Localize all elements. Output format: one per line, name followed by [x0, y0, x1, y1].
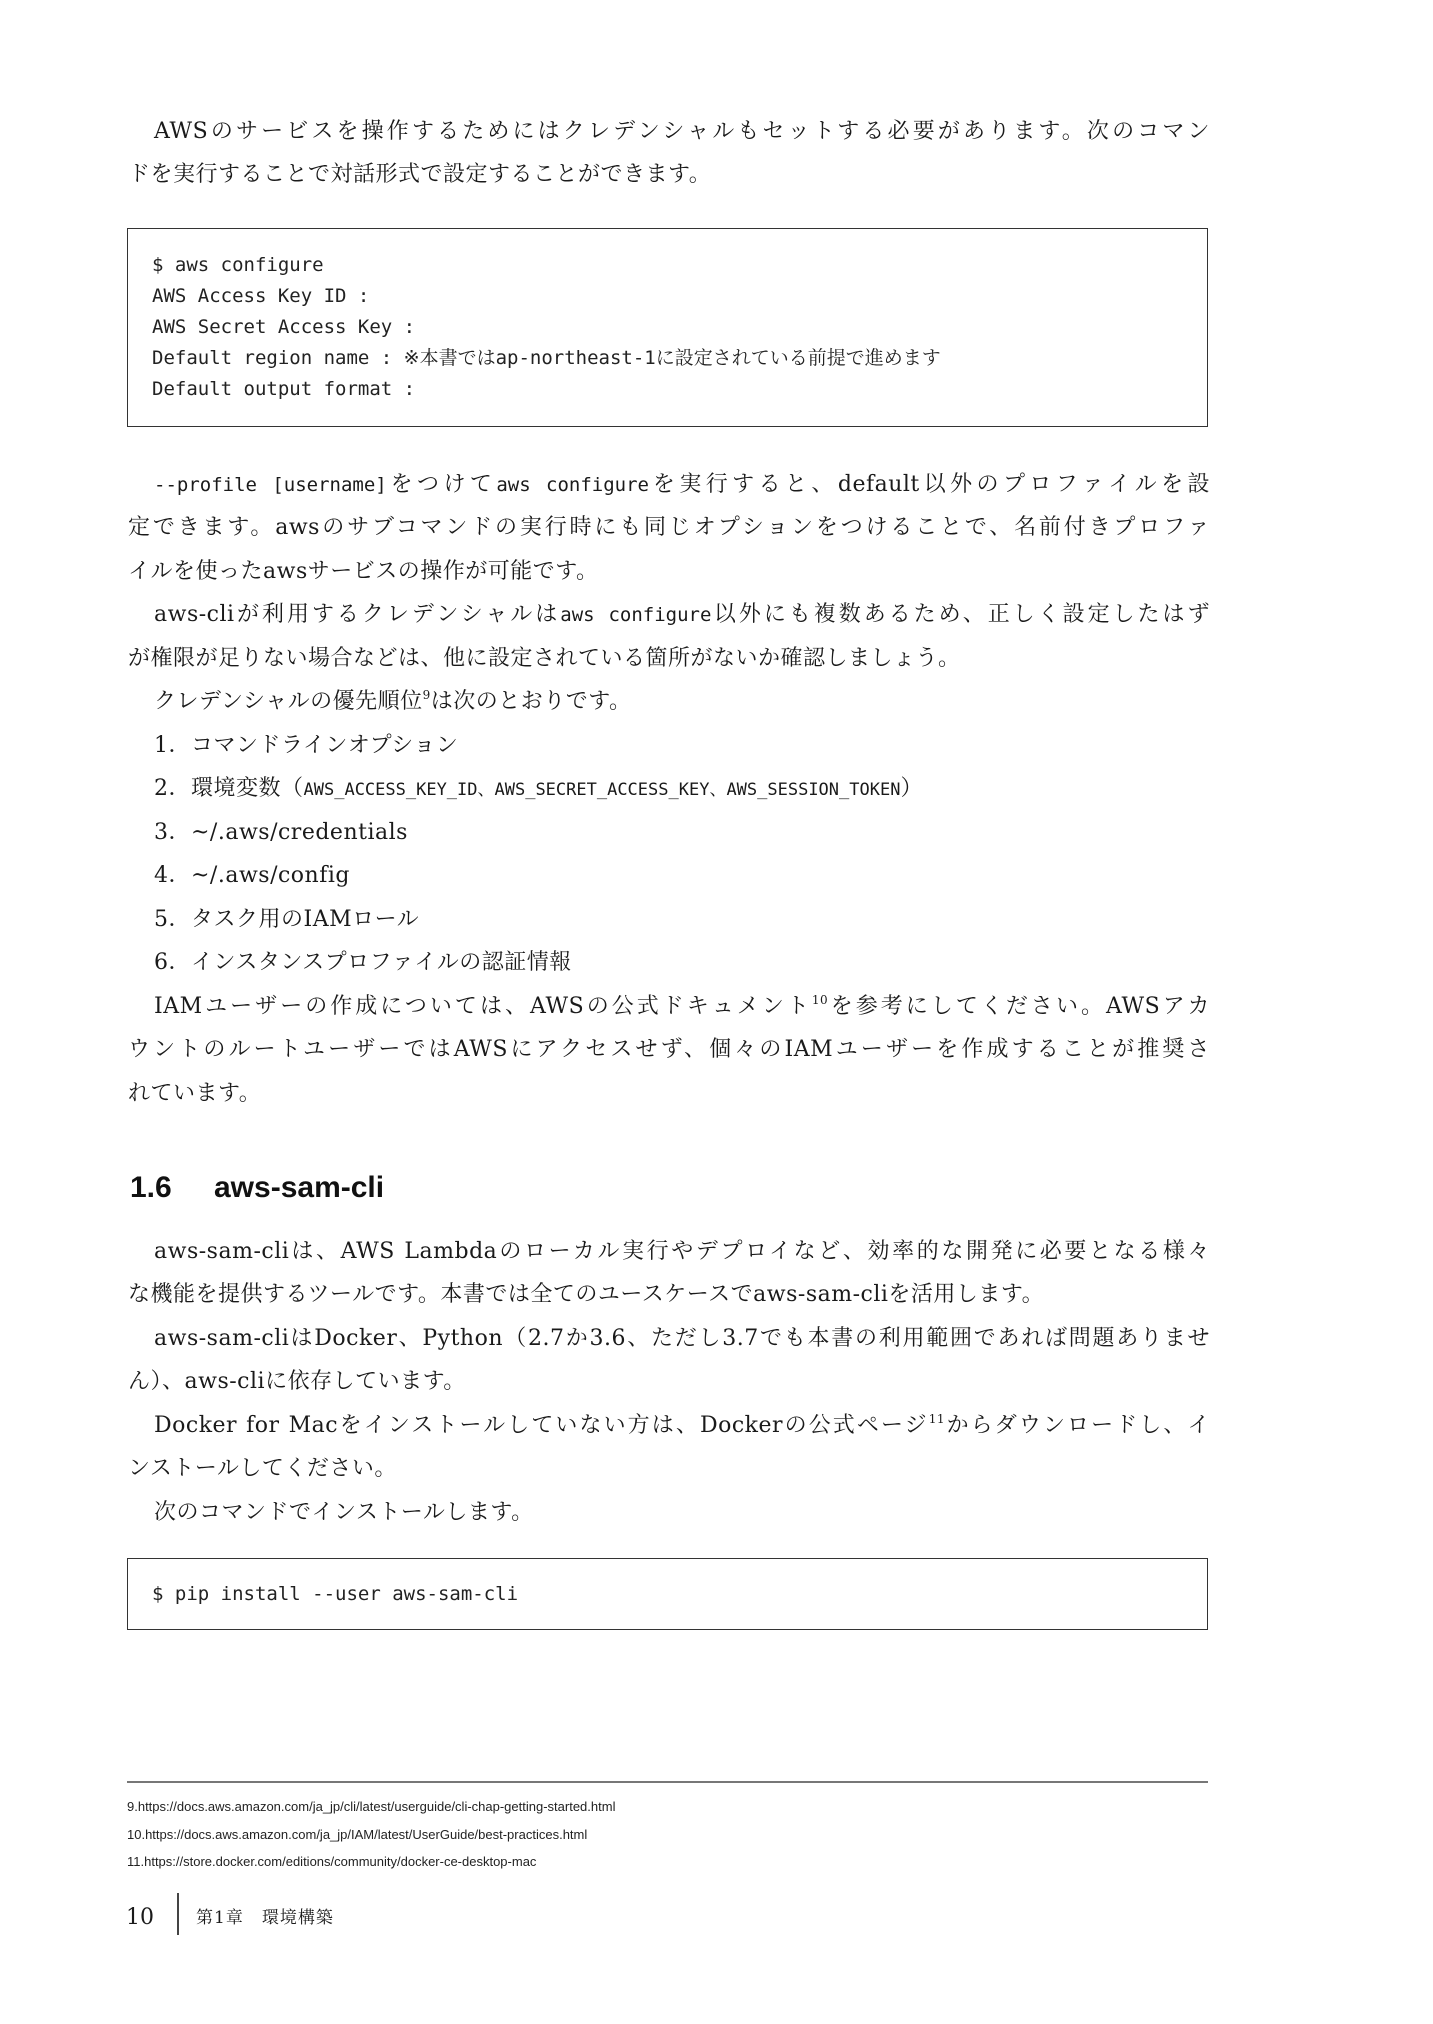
paragraph-line [128, 593, 1210, 637]
code-line: Default output format : [152, 378, 416, 400]
paragraph-line: イルを使ったawsサービスの操作が可能です。 [128, 559, 599, 584]
text-span: は次のとおりです。 [430, 689, 632, 714]
list-text: インスタンスプロファイルの認証情報 [191, 950, 572, 975]
paragraph-line: aws-sam-cliはDocker、Python（2.7か3.6、ただし3.7でも本書の利用範囲であれば問題ありませ [154, 1326, 1210, 1351]
text-span: Docker for Macをインストールしていない方は、Dockerの公式ページ [154, 1413, 929, 1438]
list-item [128, 767, 1210, 811]
list-item [128, 941, 1210, 985]
list-text: ~/.aws/credentials [191, 820, 408, 845]
text-span: を参考にしてください。AWSアカ [828, 994, 1210, 1019]
list-number: 2． [154, 776, 191, 801]
list-item [128, 854, 1210, 898]
code-line: $ pip install --user aws-sam-cli [152, 1583, 519, 1605]
text-span: クレデンシャルの優先順位 [154, 689, 423, 714]
list-number: 1． [154, 733, 191, 758]
paragraph-priority-intro [128, 680, 1210, 724]
code-block-aws-configure [127, 228, 1208, 427]
text-span: を実行すると、default以外のプロファイルを設 [648, 472, 1210, 497]
section-title: aws-sam-cli [214, 1171, 385, 1204]
paragraph-line: な機能を提供するツールです。本書では全てのユースケースでaws-sam-cliを活用します。 [128, 1282, 1045, 1307]
list-text: タスク用のIAMロール [191, 907, 420, 932]
list-item [128, 811, 1210, 855]
paragraph-line [128, 1404, 1210, 1448]
section-number: 1.6 [130, 1171, 172, 1204]
inline-code: aws configure [496, 474, 649, 496]
paragraph-line: ウントのルートユーザーではAWSにアクセスせず、個々のIAMユーザーを作成することが推奨さ [128, 1037, 1210, 1062]
list-item [128, 724, 1210, 768]
paragraph-line [128, 985, 1210, 1029]
footnote-ref-10[interactable]: 10 [811, 993, 829, 1007]
paragraph-install-command-intro: 次のコマンドでインストールします。 [154, 1500, 534, 1525]
inline-code: aws configure [560, 604, 712, 626]
code-line: AWS Access Key ID : [152, 285, 370, 307]
paragraph-line: ん）、aws-cliに依存しています。 [128, 1369, 466, 1394]
footnote-10[interactable]: 10.https://docs.aws.amazon.com/ja_jp/IAM/latest/UserGuide/best-practices.html [127, 1827, 588, 1842]
running-header-chapter: 第1章 環境構築 [196, 1908, 334, 1928]
paragraph-line [128, 463, 1210, 507]
paragraph-line: aws-sam-cliは、AWS Lambdaのローカル実行やデプロイなど、効率的な開発に必要となる様々 [154, 1239, 1210, 1264]
section-heading [130, 1166, 384, 1210]
list-text: ~/.aws/config [191, 863, 350, 888]
paragraph-line: 定できます。awsのサブコマンドの実行時にも同じオプションをつけることで、名前付きプロファ [128, 515, 1210, 540]
code-line: Default region name : ※本書ではap-northeast-1に設定されている前提で進めます [152, 347, 941, 369]
paragraph-line: ンストールしてください。 [128, 1456, 397, 1481]
list-text: ） [900, 776, 923, 801]
footnote-11[interactable]: 11.https://store.docker.com/editions/community/docker-ce-desktop-mac [127, 1854, 537, 1869]
footnote-ref-9[interactable]: 9 [422, 688, 431, 702]
paragraph-line: AWSのサービスを操作するためにはクレデンシャルもセットする必要があります。次のコマン [154, 119, 1210, 144]
list-item [128, 898, 1210, 942]
inline-code: AWS_ACCESS_KEY_ID、AWS_SECRET_ACCESS_KEY、AWS_SESSION_TOKEN [303, 780, 901, 800]
text-span: 以外にも複数あるため、正しく設定したはず [711, 602, 1210, 627]
folio-separator [177, 1893, 179, 1935]
list-number: 3． [154, 820, 191, 845]
footnote-ref-11[interactable]: 11 [928, 1412, 945, 1426]
list-number: 6． [154, 950, 191, 975]
list-text: 環境変数（ [191, 776, 304, 801]
footnote-divider [127, 1781, 1208, 1783]
text-span: aws-cliが利用するクレデンシャルは [154, 602, 561, 627]
text-span: IAMユーザーの作成については、AWSの公式ドキュメント [154, 994, 812, 1019]
inline-code: --profile [username] [154, 474, 387, 496]
footnote-9[interactable]: 9.https://docs.aws.amazon.com/ja_jp/cli/latest/userguide/cli-chap-getting-started.html [127, 1799, 616, 1814]
list-number: 5． [154, 907, 191, 932]
paragraph-line: が権限が足りない場合などは、他に設定されている箇所がないか確認しましょう。 [128, 646, 961, 671]
text-span: からダウンロードし、イ [945, 1413, 1210, 1438]
list-number: 4． [154, 863, 191, 888]
paragraph-line: ドを実行することで対話形式で設定することができます。 [128, 162, 712, 187]
text-span: をつけて [386, 472, 497, 497]
list-text: コマンドラインオプション [191, 733, 459, 758]
code-line: $ aws configure [152, 254, 324, 276]
page-number: 10 [126, 1905, 154, 1930]
code-block-pip-install [127, 1558, 1208, 1630]
code-line: AWS Secret Access Key : [152, 316, 416, 338]
paragraph-line: れています。 [128, 1081, 262, 1106]
